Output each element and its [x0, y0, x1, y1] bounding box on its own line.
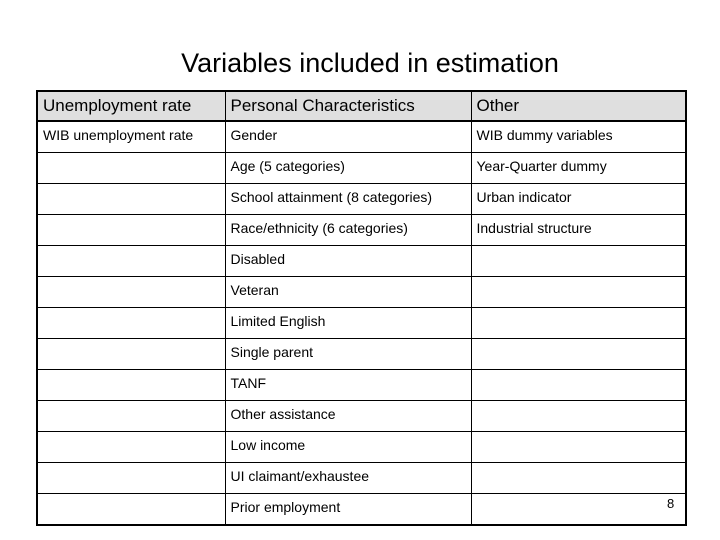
table-cell: Single parent	[225, 339, 471, 370]
table-cell	[37, 463, 225, 494]
table-cell: TANF	[225, 370, 471, 401]
variables-table	[36, 90, 687, 526]
table-cell: Prior employment	[225, 494, 471, 526]
table-cell	[471, 339, 686, 370]
table-row	[37, 277, 686, 308]
table-cell: Gender	[225, 121, 471, 153]
slide-title: Variables included in estimation	[181, 48, 559, 78]
table-cell: Other assistance	[225, 401, 471, 432]
table-cell	[37, 215, 225, 246]
header-row	[37, 91, 686, 121]
table-row	[37, 308, 686, 339]
table-cell	[471, 432, 686, 463]
header-other: Other	[471, 91, 686, 121]
table-cell: Year-Quarter dummy	[471, 153, 686, 184]
table-cell: Industrial structure	[471, 215, 686, 246]
table-cell: Low income	[225, 432, 471, 463]
table-cell: Age (5 categories)	[225, 153, 471, 184]
table-cell: School attainment (8 categories)	[225, 184, 471, 215]
table-row	[37, 184, 686, 215]
table-cell	[37, 308, 225, 339]
table-cell	[37, 246, 225, 277]
table-row	[37, 432, 686, 463]
table-cell	[37, 401, 225, 432]
table-cell: Race/ethnicity (6 categories)	[225, 215, 471, 246]
header-personal-characteristics: Personal Characteristics	[225, 91, 471, 121]
table-cell	[471, 494, 686, 526]
table-cell: Limited English	[225, 308, 471, 339]
table-cell	[471, 463, 686, 494]
table-cell: Veteran	[225, 277, 471, 308]
table-cell	[37, 370, 225, 401]
table-row	[37, 153, 686, 184]
table-row	[37, 401, 686, 432]
table-row	[37, 121, 686, 153]
table-cell: Disabled	[225, 246, 471, 277]
table-cell: UI claimant/exhaustee	[225, 463, 471, 494]
table-cell	[471, 277, 686, 308]
table-cell	[37, 432, 225, 463]
table-row	[37, 246, 686, 277]
table-cell	[471, 370, 686, 401]
table-row	[37, 370, 686, 401]
table-cell: WIB dummy variables	[471, 121, 686, 153]
header-unemployment-rate: Unemployment rate	[37, 91, 225, 121]
table-cell	[471, 401, 686, 432]
table-cell: WIB unemployment rate	[37, 121, 225, 153]
table-cell: Urban indicator	[471, 184, 686, 215]
table-row	[37, 339, 686, 370]
table-cell	[37, 184, 225, 215]
table-cell	[37, 153, 225, 184]
table-cell	[471, 308, 686, 339]
table-row	[37, 215, 686, 246]
page-number: 8	[667, 496, 675, 511]
table-row	[37, 463, 686, 494]
table-cell	[471, 246, 686, 277]
table-cell	[37, 494, 225, 526]
table-cell	[37, 339, 225, 370]
table-row	[37, 494, 686, 526]
table-cell	[37, 277, 225, 308]
